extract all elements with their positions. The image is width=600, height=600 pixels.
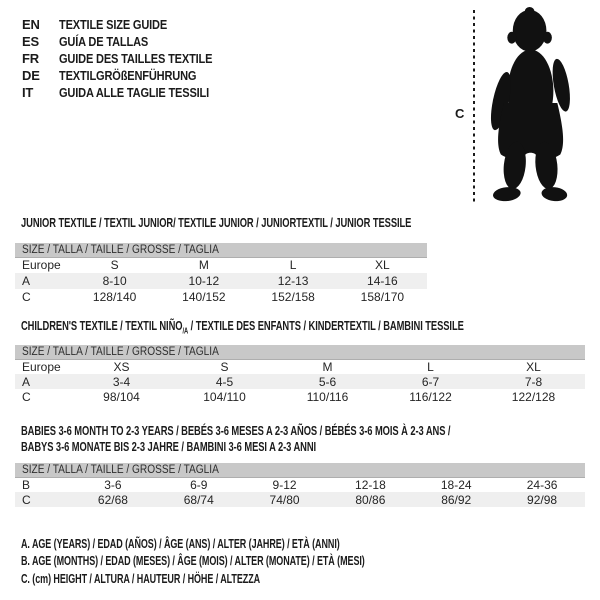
language-row-en [22,16,239,33]
table-cell: 62/68 [70,492,156,507]
toddler-silhouette-icon [479,4,600,207]
table-cell: 6-7 [379,374,482,389]
table-cell: 18-24 [440,477,472,492]
table-row-age-months [15,477,585,492]
row-label-cell: C [22,290,31,304]
babies-size-table [15,463,585,507]
table-cell: 7-8 [482,374,585,389]
footnote-c [21,571,498,588]
size-header-cell [15,463,585,477]
language-code: EN [22,17,40,32]
table-cell: 140/152 [182,290,226,304]
table-row-height [15,389,585,404]
language-code: ES [22,34,39,49]
table-cell: 158/170 [360,290,405,304]
table-cell: M [322,359,333,374]
row-label-cell: A [15,273,70,289]
row-label-cell: Europe [22,258,61,273]
table-cell: XL [526,359,541,374]
table-cell: 122/128 [511,389,556,404]
size-header-label: SIZE / TALLA / TAILLE / GRÖSSE / TAGLIA [22,345,219,358]
language-row-fr [22,50,239,67]
children-section-title-text [21,318,464,336]
children-section-title [21,318,600,336]
height-measure-label: C [455,106,465,121]
size-header-label: SIZE / TALLA / TAILLE / GRÖSSE / TAGLIA [22,243,219,256]
table-cell: L [427,359,434,374]
table-cell: 86/92 [413,492,499,507]
table-cell: 98/104 [103,389,140,404]
table-cell: 110/116 [306,389,349,404]
table-cell: 152/158 [271,290,315,304]
table-cell: 12-18 [355,477,386,492]
table-cell: 10-12 [159,273,248,289]
babies-title-line2: BABYS 3-6 MONATE BIS 2-3 JAHRE / BAMBINI 3-6 MESI A 2-3 ANNI [21,439,317,454]
table-cell: XL [375,258,390,273]
table-cell: 104/110 [203,389,246,404]
language-list [22,16,239,101]
table-cell: 5-6 [276,374,379,389]
language-label: GUÍA DE TALLAS [59,34,149,49]
size-header-row [15,243,427,257]
footnote-b-text: B. AGE (MONTHS) / EDAD (MESES) / ÂGE (MOIS) / ALTER (MONATE) / ETÀ (MESI) [21,554,365,569]
height-dashed-line [473,10,475,205]
table-cell: 92/98 [499,492,585,507]
language-code: FR [22,51,39,66]
language-row-es [22,33,239,50]
table-cell: 12-13 [249,273,338,289]
language-code: DE [22,68,40,83]
table-cell: 116/122 [409,389,452,404]
language-label: TEXTILGRÖßENFÜHRUNG [59,68,197,83]
children-size-table [15,345,585,404]
table-row-height [15,492,585,507]
language-row-de [22,67,239,84]
footnote-c-text: C. (cm) HEIGHT / ALTURA / HAUTEUR / HÖHE / ALTEZZA [21,571,261,586]
row-label-cell: C [22,389,31,404]
table-cell: 80/86 [327,492,413,507]
table-row-age [15,374,585,389]
babies-title-line1: BABIES 3-6 MONTH TO 2-3 YEARS / BEBÉS 3-6 MESES A 2-3 AÑOS / BÉBÉS 3-6 MOIS À 2-3 ANS / [21,423,451,438]
footnote-b [21,553,498,570]
footnote-a [21,536,498,553]
table-row-europe [15,359,585,374]
footnote-a-text: A. AGE (YEARS) / EDAD (AÑOS) / ÂGE (ANS) / ALTER (JAHRE) / ETÀ (ANNI) [21,537,340,551]
language-code: IT [22,85,34,100]
table-cell: 24-36 [526,477,558,492]
table-cell: 14-16 [338,273,427,289]
children-title-post: / TEXTILE DES ENFANTS / KINDERTEXTIL / BAMBINI TESSILE [188,318,464,333]
size-header-cell [15,345,585,359]
table-cell: XS [113,359,130,374]
table-cell: L [289,258,297,273]
table-row-age [15,273,427,289]
junior-section-title [21,215,563,230]
junior-section-title-text: JUNIOR TEXTILE / TEXTIL JUNIOR/ TEXTILE JUNIOR / JUNIORTEXTIL / JUNIOR TESSILE [21,215,412,230]
table-cell: 8-10 [70,273,159,289]
size-header-row [15,463,585,477]
junior-size-table [15,243,427,305]
table-cell: 4-5 [173,374,276,389]
table-cell: S [220,359,229,374]
table-cell: 68/74 [156,492,242,507]
language-label: GUIDE DES TAILLES TEXTILE [59,51,213,66]
language-label: GUIDA ALLE TAGLIE TESSILI [59,85,210,100]
footnotes [21,536,498,588]
children-title-pre: CHILDREN'S TEXTILE / TEXTIL NIÑO [21,318,183,333]
table-cell: 128/140 [92,290,137,304]
language-label: TEXTILE SIZE GUIDE [59,17,168,32]
size-header-label: SIZE / TALLA / TAILLE / GRÖSSE / TAGLIA [22,463,219,476]
table-cell: M [198,258,209,273]
table-cell: 9-12 [272,477,297,492]
table-cell: 3-4 [70,374,173,389]
size-header-cell [15,243,427,257]
babies-section-title [21,423,600,455]
row-label-cell: C [15,492,70,507]
size-header-row [15,345,585,359]
table-cell: S [110,258,119,273]
table-row-height [15,289,427,305]
row-label-cell: A [15,374,70,389]
table-cell: 3-6 [104,477,122,492]
table-cell: 74/80 [242,492,328,507]
table-cell: 6-9 [190,477,208,492]
language-row-it [22,84,239,101]
table-row-europe [15,257,427,273]
row-label-cell: Europe [22,359,61,374]
row-label-cell: B [22,477,31,492]
children-title-sub: /A [182,326,189,336]
